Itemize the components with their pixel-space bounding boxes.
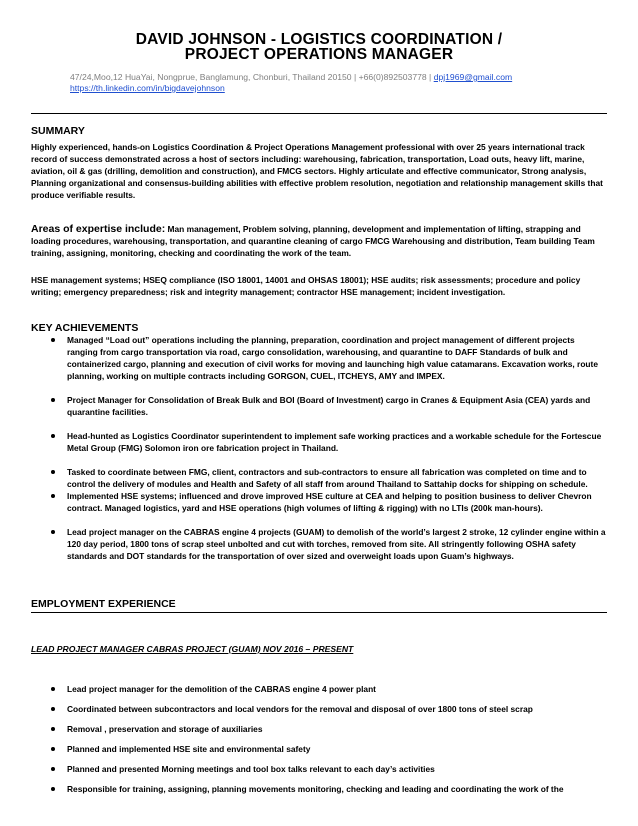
email-link[interactable]: dpj1969@gmail.com: [433, 72, 513, 82]
expertise-text: Man management, Problem solving, planning, development and implementation of lifting, strapping and loading procedures, warehousing, transportation, and quarantine cleaning of cargo FMCG Warehousing and distribution, Team building Team training, assigning, monitoring, checking and coordinating the work of the team.: [31, 224, 595, 258]
linkedin-link[interactable]: https://th.linkedin.com/in/bigdavejohnson: [70, 83, 225, 93]
achievements-list: [31, 334, 607, 562]
name-title-line2: PROJECT OPERATIONS MANAGER: [184, 46, 454, 63]
list-item: Removal , preservation and storage of auxiliaries: [31, 723, 607, 735]
list-item: Head-hunted as Logistics Coordinator superintendent to implement safe working practices and a workable schedule for the Fortescue Metal Group (FMG) Solomon iron ore fabrication project in Thailand.: [31, 430, 607, 454]
divider-top: [31, 113, 607, 114]
list-item: Responsible for training, assigning, planning movements monitoring, checking and leading and coordinating the work of the: [31, 783, 607, 795]
bullet-icon: [51, 494, 55, 498]
list-item: Tasked to coordinate between FMG, client, contractors and sub-contractors to ensure all fabrication was completed on time and to control the delivery of modules and Health and Safety of all staff from around Thailand to Sattahip docks for shipping on schedule.: [31, 466, 607, 490]
expertise-paragraph: [31, 223, 607, 259]
bullet-icon: [51, 338, 55, 342]
bullet-icon: [51, 767, 55, 771]
list-item: Project Manager for Consolidation of Break Bulk and BOI (Board of Investment) cargo in Cranes & Equipment Asia (CEA) yards and quarantine facilities.: [31, 394, 607, 418]
contact-line: [70, 72, 512, 82]
name-title-line1: DAVID JOHNSON - LOGISTICS COORDINATION /: [135, 31, 503, 48]
list-item: Lead project manager for the demolition of the CABRAS engine 4 power plant: [31, 683, 607, 695]
employment-list: [31, 683, 607, 795]
bullet-icon: [51, 434, 55, 438]
list-item: Coordinated between subcontractors and local vendors for the removal and disposal of over 1800 tons of steel scrap: [31, 703, 607, 715]
bullet-icon: [51, 747, 55, 751]
divider-employment: [31, 612, 607, 613]
address-phone: 47/24,Moo,12 HuaYai, Nongprue, Banglamung, Chonburi, Thailand 20150 | +66(0)892503778 |: [70, 72, 434, 82]
bullet-icon: [51, 687, 55, 691]
bullet-icon: [51, 727, 55, 731]
list-item: Implemented HSE systems; influenced and drove improved HSE culture at CEA and helping to position business to deliver Chevron contract. Managed logistics, yard and HSE operations (high volumes of lifting & rigging) with no LTIs (200k man-hours).: [31, 490, 607, 514]
expertise-lead: Areas of expertise include:: [31, 223, 166, 235]
list-item: Lead project manager on the CABRAS engine 4 projects (GUAM) to demolish of the world’s largest 2 stroke, 12 cylinder engine within a 120 day period, 1800 tons of scrap steel unbolted and cut with torches, removed from site. All stringently following OSHA safety standards and DOT standards for the transportation of over sized and overweight loads upon Guam’s highways.: [31, 526, 607, 562]
summary-paragraph: Highly experienced, hands-on Logistics Coordination & Project Operations Management professional with over 25 years international track record of success demonstrated across a host of sectors including: warehousing, fabrication, transportation, Load outs, heavy lift, marine, aviation, oil & gas (drilling, demolition and construction), and FMCG sectors. Highly articulate and effective communicator, Strong analysis, Planning organizational and consensus-building abilities with effective problem resolution, negotiation and relationship management skills that produce verifiable results.: [31, 142, 603, 200]
bullet-icon: [51, 398, 55, 402]
achievements-heading: KEY ACHIEVEMENTS: [31, 322, 139, 334]
hse-paragraph: HSE management systems; HSEQ compliance (ISO 18001, 14001 and OHSAS 18001); HSE audits; risk assessments; procedure and policy writing; emergency preparedness; risk and integrity management; contractor HSE management; incident investigation.: [31, 275, 581, 297]
bullet-icon: [51, 470, 55, 474]
list-item: Planned and presented Morning meetings and tool box talks relevant to each day’s activities: [31, 763, 607, 775]
bullet-icon: [51, 530, 55, 534]
bullet-icon: [51, 707, 55, 711]
employment-heading: EMPLOYMENT EXPERIENCE: [31, 598, 176, 610]
list-item: Planned and implemented HSE site and environmental safety: [31, 743, 607, 755]
list-item: Managed “Load out” operations including the planning, preparation, coordination and project management of different projects ranging from cargo transportation via road, cargo consolidation, warehousing, and quarantine to DAFF Standards of bulk and containerized cargo, planning and execution of civil works for moving and launching high value catamarans. Excavation works, route planning, working on multiple contracts including GORGON, CUEL, ITCHEYS, AMY and IMPEX.: [31, 334, 607, 382]
job-title: LEAD PROJECT MANAGER CABRAS PROJECT (GUAM) NOV 2016 – PRESENT: [31, 644, 354, 654]
summary-heading: SUMMARY: [31, 125, 85, 137]
bullet-icon: [51, 787, 55, 791]
